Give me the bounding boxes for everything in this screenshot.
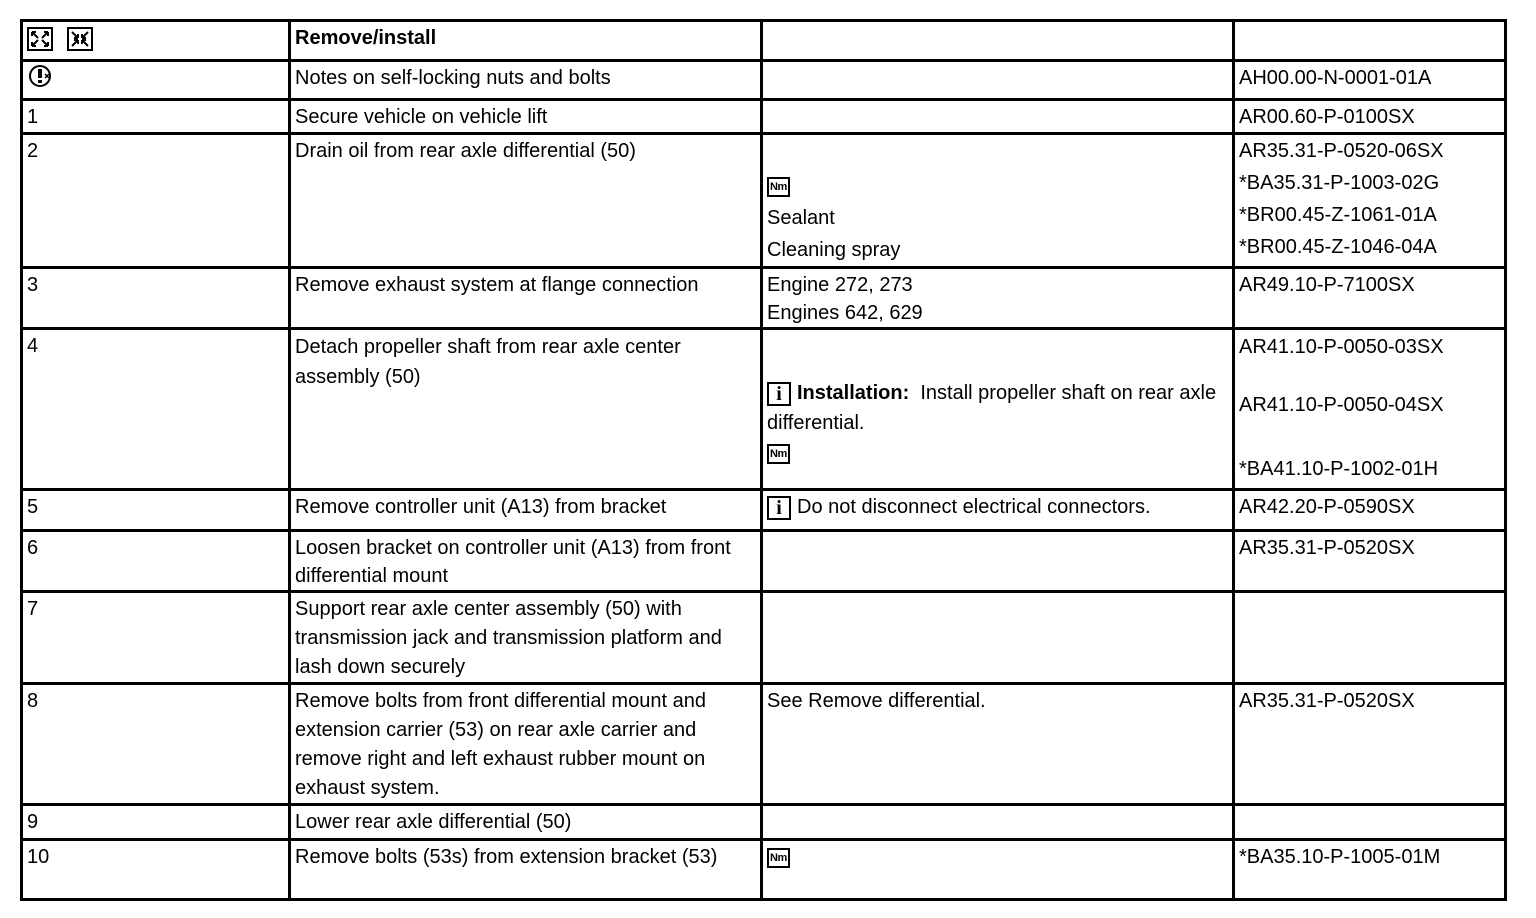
table-header-row (22, 21, 1506, 61)
action-cell: Remove bolts from front differential mount and extension carrier (53) on rear axle carrier and remove right and left exhaust rubber mount on exhaust system. (290, 684, 762, 805)
action-cell: Secure vehicle on vehicle lift (290, 100, 762, 134)
notes-cell (762, 61, 1234, 100)
action-cell: Remove exhaust system at flange connection (290, 268, 762, 329)
reference-link[interactable]: *BR00.45-Z-1046-04A (1239, 236, 1437, 258)
notes-cell (762, 100, 1234, 134)
table-row (22, 805, 1506, 840)
notes-cell (762, 840, 1234, 900)
reference-link[interactable]: AR35.31-P-0520SX (1234, 684, 1506, 805)
torque-icon[interactable]: Nm (767, 444, 790, 464)
note-label: Installation: (797, 382, 910, 404)
table-row (22, 61, 1506, 100)
reference-link[interactable]: *BA35.10-P-1005-01M (1234, 840, 1506, 900)
table-row (22, 592, 1506, 684)
torque-icon[interactable]: Nm (767, 177, 790, 197)
action-cell: Support rear axle center assembly (50) with transmission jack and transmission platform and lash down securely (290, 592, 762, 684)
notes-cell (762, 531, 1234, 592)
note-text: Engines 642, 629 (767, 302, 923, 324)
action-cell: Detach propeller shaft from rear axle center assembly (50) (290, 329, 762, 490)
self-locking-icon (27, 64, 53, 88)
reference-link[interactable]: AR35.31-P-0520-06SX (1239, 140, 1444, 162)
action-cell: Loosen bracket on controller unit (A13) from front differential mount (290, 531, 762, 592)
procedure-table (20, 19, 1507, 901)
action-cell: Drain oil from rear axle differential (50) (290, 134, 762, 268)
reference-link[interactable]: AR41.10-P-0050-03SX (1239, 336, 1444, 358)
table-row (22, 268, 1506, 329)
reference-link[interactable]: *BR00.45-Z-1061-01A (1239, 204, 1437, 226)
info-icon: i (767, 496, 791, 520)
step-cell (22, 61, 290, 100)
remove-icon (27, 27, 53, 51)
install-icon (67, 27, 93, 51)
table-row (22, 840, 1506, 900)
reference-link[interactable]: AR49.10-P-7100SX (1234, 268, 1506, 329)
notes-cell (762, 268, 1234, 329)
table-row (22, 329, 1506, 490)
reference-link[interactable]: AR42.20-P-0590SX (1234, 490, 1506, 531)
step-number: 3 (22, 268, 290, 329)
step-number: 8 (22, 684, 290, 805)
notes-cell (762, 592, 1234, 684)
header-empty-notes (762, 21, 1234, 61)
notes-cell (762, 329, 1234, 490)
note-text: Do not disconnect electrical connectors. (797, 496, 1151, 518)
reference-link[interactable]: AR00.60-P-0100SX (1234, 100, 1506, 134)
step-number: 7 (22, 592, 290, 684)
step-number: 9 (22, 805, 290, 840)
table-row (22, 100, 1506, 134)
reference-link[interactable]: *BA41.10-P-1002-01H (1239, 458, 1439, 480)
reference-link[interactable]: AR41.10-P-0050-04SX (1239, 394, 1444, 416)
action-cell: Remove controller unit (A13) from bracket (290, 490, 762, 531)
reference-link[interactable]: *BA35.31-P-1003-02G (1239, 172, 1440, 194)
reference-cell (1234, 805, 1506, 840)
header-title: Remove/install (290, 21, 762, 61)
notes-cell (762, 490, 1234, 531)
step-number: 2 (22, 134, 290, 268)
notes-cell (762, 805, 1234, 840)
torque-icon[interactable]: Nm (767, 848, 790, 868)
header-icons-cell (22, 21, 290, 61)
step-number: 10 (22, 840, 290, 900)
note-text: Engine 272, 273 (767, 274, 913, 296)
reference-link[interactable]: AH00.00-N-0001-01A (1234, 61, 1506, 100)
note-text: Install propeller shaft on rear axle differential. (767, 382, 1217, 434)
step-number: 6 (22, 531, 290, 592)
action-cell: Remove bolts (53s) from extension bracket (53) (290, 840, 762, 900)
step-number: 1 (22, 100, 290, 134)
info-icon: i (767, 382, 791, 406)
reference-cell (1234, 329, 1506, 490)
note-text: Cleaning spray (767, 239, 901, 261)
step-number: 4 (22, 329, 290, 490)
table-row (22, 134, 1506, 268)
note-text: Sealant (767, 207, 835, 229)
step-number: 5 (22, 490, 290, 531)
table-row (22, 490, 1506, 531)
notes-cell: See Remove differential. (762, 684, 1234, 805)
action-cell: Notes on self-locking nuts and bolts (290, 61, 762, 100)
reference-cell (1234, 592, 1506, 684)
action-cell: Lower rear axle differential (50) (290, 805, 762, 840)
table-row (22, 531, 1506, 592)
reference-link[interactable]: AR35.31-P-0520SX (1234, 531, 1506, 592)
notes-cell (762, 134, 1234, 268)
table-row (22, 684, 1506, 805)
header-empty-refs (1234, 21, 1506, 61)
reference-cell (1234, 134, 1506, 268)
